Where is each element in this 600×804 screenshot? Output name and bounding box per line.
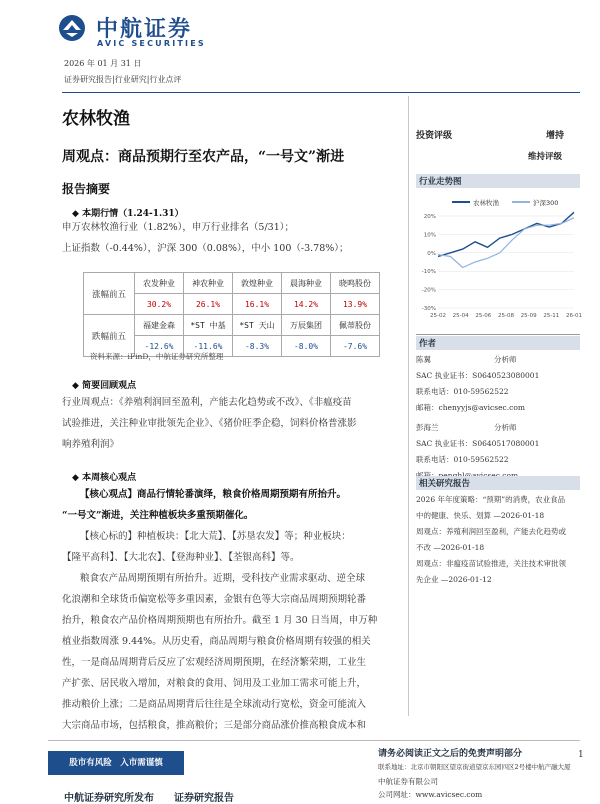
diamond-icon: ◆	[72, 381, 79, 391]
summary-title: 报告摘要	[62, 182, 111, 196]
related-item[interactable]: 周观点：非瘟疫苗试验推进，关注技术审批领	[416, 559, 566, 568]
author-name: 彭海兰	[416, 423, 439, 432]
diamond-icon: ◆	[72, 209, 79, 219]
related-item[interactable]: 不改 —2026-01-18	[416, 543, 485, 552]
review-heading	[72, 378, 136, 391]
review-line-3: 响养殖利润》	[62, 439, 120, 450]
header-divider	[62, 92, 580, 93]
core-line: 性，一是商品周期背后反应了宏观经济周期预期，在经济繁荣期，工业生	[62, 657, 367, 668]
avic-logo-icon	[58, 14, 86, 42]
x-tick-label: 25-06	[475, 313, 492, 319]
y-tick-label: -30%	[421, 306, 436, 312]
up-name: 晨海种业	[282, 273, 331, 294]
trend-title: 行业走势图	[419, 177, 462, 187]
logo-subtext: AVIC SECURITIES	[97, 39, 206, 48]
core-line: 【核心标的】种植板块：【北大荒】、【苏垦农发】等；种业板块：	[80, 531, 351, 542]
authors-title: 作者	[419, 339, 437, 349]
core-line: 大宗商品市场，包括粮食，推高粮价；三是部分商品涨价推高粮食成本和	[62, 720, 367, 731]
right-divider	[416, 334, 580, 335]
diamond-icon: ◆	[72, 473, 79, 483]
x-tick-label: 25-11	[543, 313, 560, 319]
rating-label: 投资评级	[416, 131, 453, 141]
rating-sub: 维持评级	[528, 152, 563, 162]
review-line-2: 试验推进，关注种业审批领先企业》、《猪价旺季企稳，饲料价格普涨影	[62, 418, 357, 429]
core-line: 推动粮价上涨；二是商品周期背后往往是全球流动行宽松，资金可能流入	[62, 699, 367, 710]
down-value: -11.6%	[184, 336, 233, 357]
y-tick-label: -10%	[421, 269, 436, 276]
legend-label-1: 沪深300	[533, 199, 559, 207]
down-name: *ST 中基	[184, 315, 233, 336]
author-role: 分析师	[494, 355, 517, 364]
up-value: 16.1%	[233, 294, 282, 315]
down-value: -7.6%	[331, 336, 380, 357]
core-line: 抬升，粮食农产品价格周期预期也有所抬升。截至 1 月 30 日当周，申万种	[62, 615, 378, 626]
down-name: 佩蒂股份	[331, 315, 380, 336]
report-category: 证券研究报告|行业研究|行业点评	[64, 75, 182, 84]
weekly-line-2: 上证指数（-0.44%），沪深 300（0.08%），中小 100（-3.78%）；	[62, 243, 349, 254]
footer-company: 中航证券有限公司	[378, 777, 438, 786]
down-label: 跌幅前五	[84, 315, 135, 357]
related-item[interactable]: 周观点：养殖利润回至盈利，产能去化趋势或	[416, 527, 566, 536]
x-tick-label: 25-08	[498, 313, 514, 319]
core-line: 化浪潮和全球货币偏宽松等多重因素，金银有色等大宗商品周期预期轮番	[62, 594, 367, 605]
movers-table	[83, 272, 380, 357]
related-list	[416, 492, 580, 588]
table-source: 资料来源：iFinD，中航证券研究所整理	[90, 352, 224, 361]
rating-value: 增持	[546, 131, 565, 141]
down-value: -8.3%	[233, 336, 282, 357]
review-heading-text: 简要回顾观点	[82, 381, 137, 391]
core-line: 【隆平高科】、【大北农】、【登海种业】、【荃银高科】等。	[62, 552, 300, 563]
author-sac: SAC 执业证书：S0640517080001	[416, 439, 540, 448]
authors-bar	[416, 336, 580, 350]
logo-text: 中航证券	[96, 17, 193, 42]
down-value: -8.0%	[282, 336, 331, 357]
footer-address: 联系地址：北京市朝阳区望京街道望京东园四区2号楼中航产融大厦	[378, 763, 571, 771]
related-title: 相关研究报告	[419, 479, 471, 489]
report-headline: 周观点：商品预期行至农产品，“一号文”渐进	[62, 149, 345, 165]
core-line: 粮食农产品周期预期有所抬升。近期，受科技产业需求驱动、逆全球	[80, 573, 366, 584]
core-heading-text: 本周核心观点	[82, 473, 137, 483]
author-name: 陈翼	[416, 355, 431, 364]
legend-label-0: 农林牧渔	[473, 199, 499, 207]
trend-chart	[416, 190, 580, 328]
author-mail: 邮箱：chenyyjs@avicsec.com	[416, 403, 525, 412]
x-tick-label: 26-01	[566, 313, 582, 319]
related-bar	[416, 476, 580, 490]
up-label: 涨幅前五	[84, 273, 135, 315]
author-role: 分析师	[494, 423, 517, 432]
weekly-line-1: 申万农林牧渔行业（1.82%），申万行业排名（5/31）；	[62, 222, 295, 233]
up-value: 30.2%	[135, 294, 184, 315]
column-divider	[408, 96, 409, 716]
x-tick-label: 25-09	[520, 313, 537, 319]
up-name: 农发种业	[135, 273, 184, 294]
down-value: -12.6%	[135, 336, 184, 357]
core-line: 植业指数周涨 9.44%。从历史看，商品周期与粮食价格周期有较强的相关	[62, 636, 371, 647]
page-number: 1	[578, 750, 584, 760]
down-name: 福建金森	[135, 315, 184, 336]
related-item[interactable]: 中的健康、快乐、划算 —2026-01-18	[416, 511, 545, 520]
y-tick-label: -20%	[421, 287, 436, 294]
core-line: 产扩张、居民收入增加，对粮食的食用、饲用及工业加工需求可能上升，	[62, 678, 367, 689]
up-value: 13.9%	[331, 294, 380, 315]
footer-site[interactable]: 公司网址：www.avicsec.com	[378, 790, 483, 799]
risk-banner: 股市有风险 入市需谨慎	[48, 751, 184, 775]
x-tick-label: 25-02	[430, 313, 446, 319]
core-heading	[72, 470, 136, 483]
up-name: 晓鸣股份	[331, 273, 380, 294]
core-line: “一号文”渐进，关注种植板块多重预期催化。	[62, 510, 254, 521]
y-tick-label: 0%	[427, 250, 436, 257]
up-name: 神农种业	[184, 273, 233, 294]
core-line: 【核心观点】商品行情轮番演绎，粮食价格周期预期有所抬升。	[80, 489, 347, 500]
up-value: 14.2%	[282, 294, 331, 315]
y-tick-label: 20%	[423, 214, 436, 220]
trend-title-bar	[416, 174, 580, 188]
author-tel: 联系电话：010-59562522	[416, 455, 509, 464]
review-line-1: 行业周观点：《养殖利润回至盈利，产能去化趋势或不改》、《非瘟疫苗	[62, 397, 352, 408]
x-tick-label: 25-04	[452, 313, 469, 319]
related-item[interactable]: 2026 年年度策略：“预期”的消费，农业食品	[416, 495, 566, 504]
legend	[452, 198, 558, 207]
industry-title: 农林牧渔	[62, 109, 130, 129]
author-sac: SAC 执业证书：S0640523080001	[416, 371, 540, 380]
footer-publisher: 中航证券研究所发布 证券研究报告	[64, 793, 234, 804]
down-name: *ST 天山	[233, 315, 282, 336]
related-item[interactable]: 先企业 —2026-01-12	[416, 575, 492, 584]
up-name: 敦煌种业	[233, 273, 282, 294]
footer-divider	[48, 740, 580, 741]
up-value: 26.1%	[184, 294, 233, 315]
report-date: 2026 年 01 月 31 日	[64, 59, 142, 68]
disclaimer-notice: 请务必阅读正文之后的免责声明部分	[378, 749, 523, 759]
y-tick-label: 10%	[423, 232, 436, 239]
weekly-heading-text: 本期行情（1.24-1.31）	[82, 209, 184, 219]
author-tel: 联系电话：010-59562522	[416, 387, 509, 396]
authors-block	[416, 352, 580, 484]
down-name: 万辰集团	[282, 315, 331, 336]
